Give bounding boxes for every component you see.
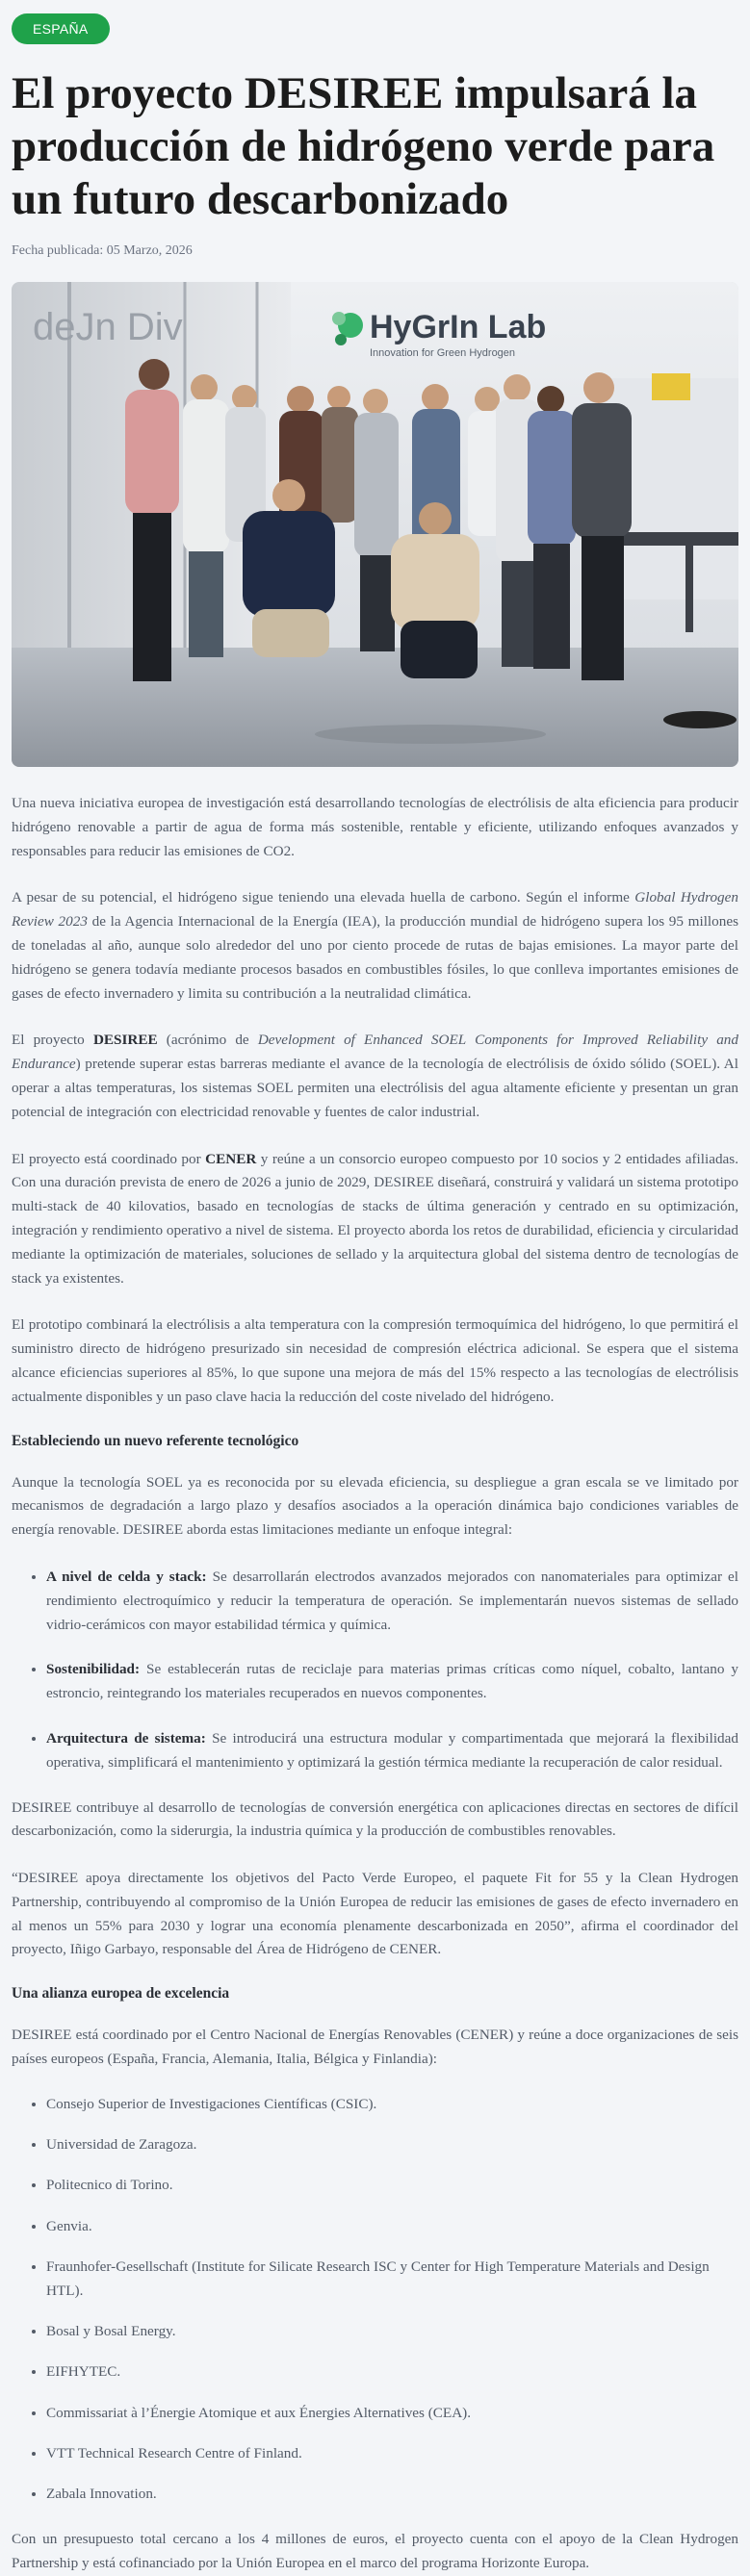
paragraph-contribution: DESIREE contribuye al desarrollo de tecnologías de conversión energética con aplicaciones directas en sectores de difícil descarbonización, como la siderurgia, la industria química y la producción de combustibles renovables. [12, 1798, 738, 1840]
partner-item: • EIFHYTEC. [46, 2360, 738, 2385]
svg-text:Innovation for Green Hydrogen: Innovation for Green Hydrogen [370, 347, 516, 359]
article-title: El proyecto DESIREE impulsará la producción de hidrógeno verde para un futuro descarbonizado [12, 68, 715, 224]
paragraph-budget: Con un presupuesto total cercano a los 4 millones de euros, el proyecto cuenta con el apoyo de la Clean Hydrogen Partnership y está cofinanciado por la Unión Europea en el marco del programa Horizonte Europa. [12, 2531, 738, 2571]
publish-date: Fecha publicada: 05 Marzo, 2026 [12, 243, 193, 258]
feature-item: • Sostenibilidad: Se establecerán rutas de reciclaje para materias primas críticas como níquel, cobalto, lantano y estroncio, reintegrando los materiales recuperados en nuevos componentes. [46, 1658, 738, 1706]
partner-item: • VTT Technical Research Centre of Finland. [46, 2442, 738, 2466]
paragraph-consortium: DESIREE está coordinado por el Centro Nacional de Energías Renovables (CENER) y reúne a doce organizaciones de seis países europeos (España, Francia, Alemania, Italia, Bélgica y Finlandia): [12, 2027, 738, 2068]
paragraph-intro: Una nueva iniciativa europea de investigación está desarrollando tecnologías de electrólisis de alta eficiencia para producir hidrógeno renovable a partir de agua de forma más sostenible, rentable y eficiente, utilizando enfoques avanzados y responsables para reducir las emisiones de CO2. [12, 795, 738, 859]
section-heading-benchmark: Estableciendo un nuevo referente tecnológico [12, 1432, 299, 1449]
paragraph-context: A pesar de su potencial, el hidrógeno sigue teniendo una elevada huella de carbono. Según el informe Global Hydrogen Review 2023 de la Agencia Internacional de la Energía (IEA), la producción mundial de hidrógeno supera los 95 millones de toneladas al año, aunque solo alrededor del uno por ciento procede de rutas de bajas emisiones. La mayor parte del hidrógeno se genera todavía mediante procesos basados en combustibles fósiles, lo que conlleva importantes emisiones de gases de efecto invernadero y limita su contribución a la neutralidad climática. [12, 889, 738, 1002]
partner-item: • Genvia. [46, 2215, 738, 2239]
partner-item: • Politecnico di Torino. [46, 2174, 738, 2198]
partner-item: • Commissariat à l’Énergie Atomique et aux Énergies Alternatives (CEA). [46, 2402, 738, 2426]
paragraph-soel: Aunque la tecnología SOEL ya es reconocida por su elevada eficiencia, su despliegue a gran escala se ve limitado por mecanismos de degradación a largo plazo y desafíos asociados a la operación dinámica bajo condiciones variables de energía renovable. DESIREE aborda estas limitaciones mediante un enfoque integral: [12, 1473, 738, 1539]
partners-list [12, 2093, 738, 2507]
article-body [12, 792, 738, 2576]
partner-item: • Bosal y Bosal Energy. [46, 2320, 738, 2344]
team-group [125, 359, 632, 681]
partner-item: • Consejo Superior de Investigaciones Científicas (CSIC). [46, 2093, 738, 2117]
hero-photo [12, 282, 738, 767]
paragraph-quote: “DESIREE apoya directamente los objetivos del Pacto Verde Europeo, el paquete Fit for 55 y la Clean Hydrogen Partnership, contribuyendo al compromiso de la Unión Europea de reducir las emisiones de gases de efecto invernadero en al menos un 55% para 2030 y lograr una economía plenamente descarbonizada en 2050”, afirma el coordinador del proyecto, Iñigo Garbayo, responsable del Área de Hidrógeno de CENER. [12, 1870, 738, 1958]
partner-item: • Fraunhofer-Gesellschaft (Institute for Silicate Research ISC y Center for High Temperature Materials and Design HTL). [46, 2256, 738, 2304]
paragraph-project: El proyecto DESIREE (acrónimo de Development of Enhanced SOEL Components for Improved Reliability and Endurance) pretende superar estas barreras mediante el avance de la tecnología de electrólisis de óxido sólido (SOEL). Al operar a altas temperaturas, los sistemas SOEL permiten una electrólisis del agua altamente eficiente y presentan un gran potencial de integración con electricidad renovable y fuentes de calor industrial. [12, 1032, 738, 1120]
features-list [12, 1566, 738, 1775]
paragraph-prototype: El prototipo combinará la electrólisis a alta temperatura con la compresión termoquímica del hidrógeno, lo que permitirá el suministro directo de hidrógeno presurizado sin necesidad de compresión eléctrica adicional. Se espera que el sistema alcance eficiencias superiores al 85%, lo que supone una mejora de más del 15% respecto a las tecnologías de electrólisis actualmente disponibles y un paso clave hacia la reducción del coste nivelado del hidrógeno. [12, 1316, 738, 1405]
section-heading-alliance: Una alianza europea de excelencia [12, 1985, 230, 2002]
team-photo-illustration [12, 282, 738, 767]
feature-item: • A nivel de celda y stack: Se desarrollarán electrodos avanzados mejorados con nanomateriales para optimizar el rendimiento electroquímico y reducir la temperatura de operación. Se implementarán nuevos sistemas de sellado vidrio-cerámicos con mayor estabilidad térmica y química. [46, 1566, 738, 1637]
wall-lettering: deJn Div [33, 306, 183, 348]
partner-item: • Zabala Innovation. [46, 2483, 738, 2507]
svg-text:HyGrIn Lab: HyGrIn Lab [370, 309, 547, 345]
country-badge[interactable]: ESPAÑA [12, 13, 110, 44]
paragraph-coordination: El proyecto está coordinado por CENER y reúne a un consorcio europeo compuesto por 10 socios y 2 entidades afiliadas. Con una duración prevista de enero de 2026 a junio de 2029, DESIREE diseñará, construirá y validará un sistema prototipo multi-stack de 40 kilovatios, basado en tecnologías de stacks de última generación y centrado en su optimización, integración y rendimiento operativo a nivel de sistema. El proyecto aborda los retos de durabilidad, eficiencia y circularidad mediante la optimización de materiales, soluciones de sellado y la arquitectura global del sistema dentro de tecnologías de stack ya existentes. [12, 1150, 738, 1287]
feature-item: • Arquitectura de sistema: Se introducirá una estructura modular y compartimentada que mejorará la flexibilidad operativa, simplificará el mantenimiento y optimizará la gestión térmica mediante la recuperación de calor residual. [46, 1727, 738, 1775]
partner-item: • Universidad de Zaragoza. [46, 2133, 738, 2157]
